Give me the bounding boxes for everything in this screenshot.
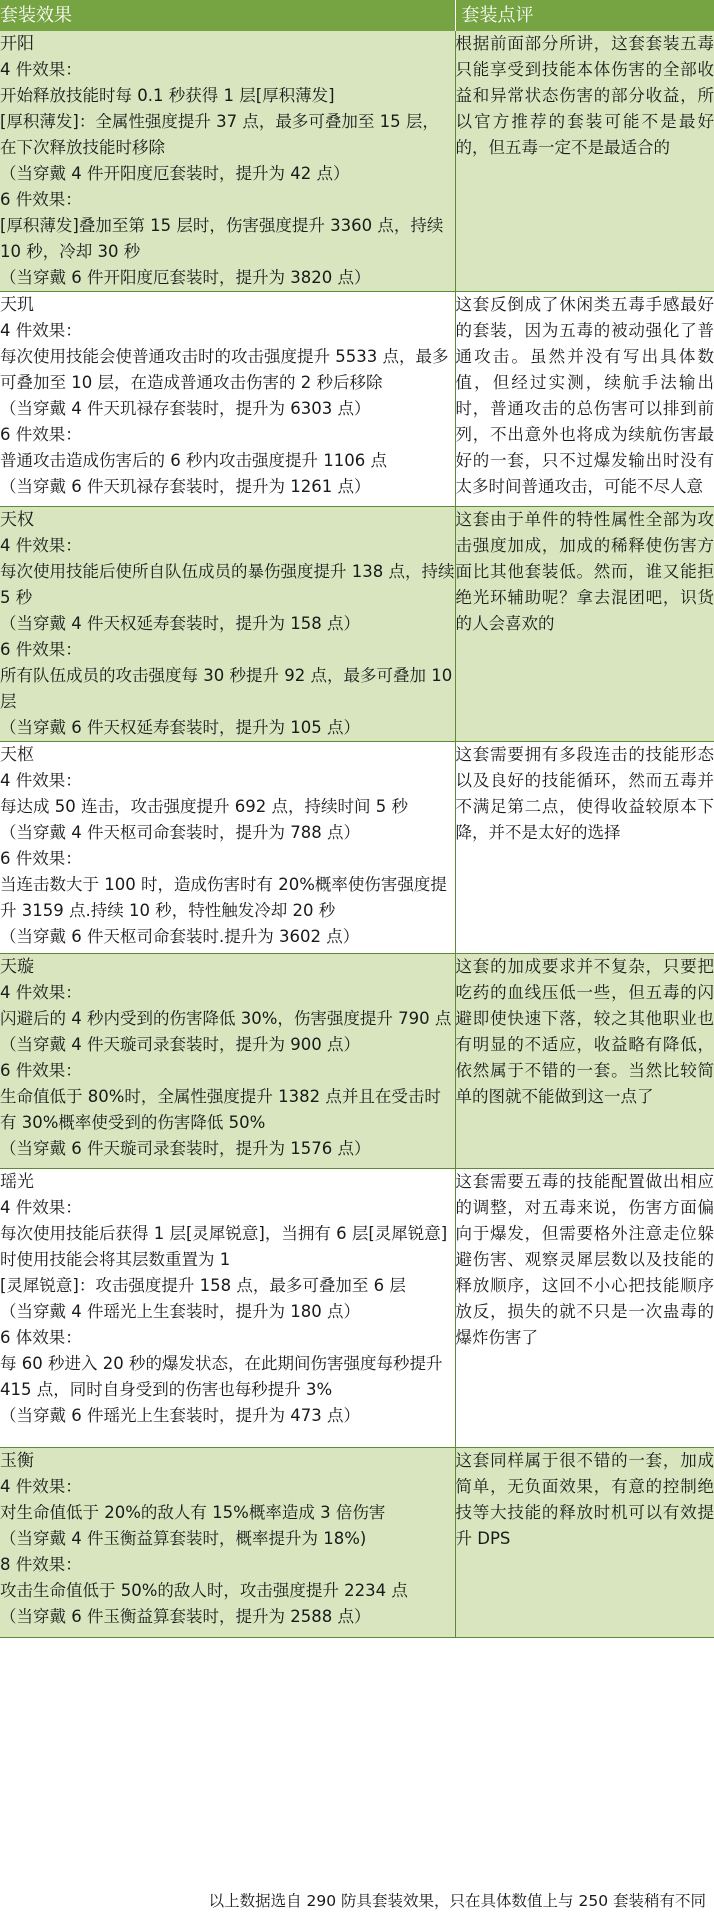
effect-line: （当穿戴 6 件玉衡益算套装时，提升为 2588 点）	[0, 1607, 371, 1626]
effect-line: （当穿戴 4 件天权延寿套装时，提升为 158 点）	[0, 614, 360, 633]
table-body	[0, 31, 714, 1638]
effect-line: 攻击生命值低于 50%的敌人时，攻击强度提升 2234 点	[0, 1581, 408, 1600]
effect-line: 4 件效果：	[0, 771, 82, 790]
effect-line: （当穿戴 6 件天玑禄存套装时，提升为 1261 点）	[0, 477, 371, 496]
review-text: 这套需要五毒的技能配置做出相应的调整，对五毒来说，伤害方面偏向于爆发，但需要格外注意走位躲避伤害、观察灵犀层数以及技能的释放顺序，这回不小心把技能顺序放反，损失的就不只是一次蛊毒的爆炸伤害了	[455, 1172, 714, 1347]
effect-line: （当穿戴 4 件天璇司录套装时，提升为 900 点）	[0, 1035, 360, 1054]
effect-line: [灵犀锐意]：攻击强度提升 158 点，最多可叠加至 6 层	[0, 1276, 406, 1295]
effect-line: 对生命值低于 20%的敌人有 15%概率造成 3 倍伤害	[0, 1503, 386, 1522]
effect-line: （当穿戴 4 件瑶光上生套装时，提升为 180 点）	[0, 1302, 360, 1321]
effect-line: （当穿戴 6 件天枢司命套装时.提升为 3602 点）	[0, 927, 360, 946]
effect-line: （当穿戴 6 件瑶光上生套装时，提升为 473 点）	[0, 1406, 360, 1425]
effect-line: 4 件效果：	[0, 1198, 82, 1217]
effect-line: [厚积薄发]：全属性强度提升 37 点，最多可叠加至 15 层，在下次释放技能时移除	[0, 112, 439, 157]
set-review-cell	[455, 954, 714, 1169]
effect-line: 当连击数大于 100 时，造成伤害时有 20%概率使伤害强度提升 3159 点.持续 10 秒，特性触发冷却 20 秒	[0, 875, 447, 920]
effect-line: 每次使用技能会使普通攻击时的攻击强度提升 5533 点，最多可叠加至 10 层，在造成普通攻击伤害的 2 秒后移除	[0, 347, 449, 392]
effect-line: 6 件效果：	[0, 190, 82, 209]
set-name: 天权	[0, 510, 34, 530]
set-name: 开阳	[0, 34, 34, 54]
effect-line: （当穿戴 4 件天玑禄存套装时，提升为 6303 点）	[0, 399, 371, 418]
effect-line: （当穿戴 4 件天枢司命套装时，提升为 788 点）	[0, 823, 360, 842]
set-effect-cell	[0, 31, 455, 292]
effect-line: （当穿戴 4 件玉衡益算套装时，概率提升为 18%)	[0, 1529, 367, 1548]
set-review-cell	[455, 31, 714, 292]
review-text: 这套同样属于很不错的一套，加成简单，无负面效果，有意的控制绝技等大技能的释放时机可以有效提升 DPS	[455, 1451, 714, 1548]
set-effect-cell	[0, 507, 455, 742]
effect-line: 4 件效果：	[0, 321, 82, 340]
effect-line: 6 件效果：	[0, 640, 82, 659]
effect-line: 闪避后的 4 秒内受到的伤害降低 30%，伤害强度提升 790 点	[0, 1009, 452, 1028]
set-effect-cell	[0, 1169, 455, 1448]
effect-line: 4 件效果：	[0, 60, 82, 79]
set-review-cell	[455, 1169, 714, 1448]
review-text: 这套的加成要求并不复杂，只要把吃药的血线压低一些，但五毒的闪避即使快速下落，较之其他职业也有明显的不适应，收益略有降低，依然属于不错的一套。当然比较简单的图就不能做到这一点了	[455, 957, 714, 1106]
table-row	[0, 507, 714, 742]
set-name: 玉衡	[0, 1451, 34, 1471]
effect-line: 每次使用技能后使所自队伍成员的暴伤强度提升 138 点，持续 5 秒	[0, 562, 455, 607]
effect-line: 每 60 秒进入 20 秒的爆发状态，在此期间伤害强度每秒提升 415 点，同时自身受到的伤害也每秒提升 3%	[0, 1354, 443, 1399]
set-effect-cell	[0, 742, 455, 954]
effect-line: （当穿戴 4 件开阳度厄套装时，提升为 42 点）	[0, 164, 350, 183]
effect-line: 4 件效果：	[0, 983, 82, 1002]
effect-line: 开始释放技能时每 0.1 秒获得 1 层[厚积薄发]	[0, 86, 335, 105]
set-review-cell	[455, 742, 714, 954]
effect-line: （当穿戴 6 件天权延寿套装时，提升为 105 点）	[0, 718, 360, 737]
review-text: 根据前面部分所讲，这套套装五毒只能享受到技能本体伤害的全部收益和异常状态伤害的部分收益，所以官方推荐的套装可能不是最好的，但五毒一定不是最适合的	[455, 34, 714, 157]
set-effect-cell	[0, 292, 455, 507]
effect-line: 4 件效果：	[0, 1477, 82, 1496]
table-header-row	[0, 0, 714, 31]
effect-line: 6 件效果：	[0, 425, 82, 444]
set-name: 天玑	[0, 295, 34, 315]
effect-line: 每达成 50 连击，攻击强度提升 692 点，持续时间 5 秒	[0, 797, 408, 816]
effect-line: 生命值低于 80%时，全属性强度提升 1382 点并且在受击时有 30%概率使受到的伤害降低 50%	[0, 1087, 441, 1132]
table-row	[0, 742, 714, 954]
set-review-cell	[455, 507, 714, 742]
set-effect-cell	[0, 954, 455, 1169]
effect-line: （当穿戴 6 件天璇司录套装时，提升为 1576 点）	[0, 1139, 371, 1158]
set-effect-cell	[0, 1448, 455, 1638]
header-review: 套装点评	[455, 0, 714, 31]
set-name: 瑶光	[0, 1172, 34, 1192]
effect-line: （当穿戴 6 件开阳度厄套装时，提升为 3820 点）	[0, 268, 371, 287]
effect-line: [厚积薄发]叠加至第 15 层时，伤害强度提升 3360 点，持续 10 秒，冷却 30 秒	[0, 216, 444, 261]
header-effect: 套装效果	[0, 0, 455, 31]
effect-line: 普通攻击造成伤害后的 6 秒内攻击强度提升 1106 点	[0, 451, 387, 470]
review-text: 这套需要拥有多段连击的技能形态以及良好的技能循环，然而五毒并不满足第二点，使得收益较原本下降，并不是太好的选择	[455, 745, 714, 842]
table-row	[0, 31, 714, 292]
set-review-cell	[455, 292, 714, 507]
set-name: 天枢	[0, 745, 34, 765]
footer-note: 以上数据选自 290 防具套装效果，只在具体数值上与 250 套装稍有不同	[208, 1892, 706, 1910]
table-row	[0, 954, 714, 1169]
set-name: 天璇	[0, 957, 34, 977]
effect-line: 每次使用技能后获得 1 层[灵犀锐意]，当拥有 6 层[灵犀锐意]时使用技能会将其层数重置为 1	[0, 1224, 448, 1269]
effect-line: 6 件效果：	[0, 1061, 82, 1080]
review-text: 这套由于单件的特性属性全部为攻击强度加成，加成的稀释使伤害方面比其他套装低。然而，谁又能拒绝光环辅助呢？拿去混团吧，识货的人会喜欢的	[455, 510, 714, 633]
effect-line: 6 体效果：	[0, 1328, 82, 1347]
effect-line: 4 件效果：	[0, 536, 82, 555]
table-row	[0, 1169, 714, 1448]
effect-line: 8 件效果：	[0, 1555, 82, 1574]
effect-line: 所有队伍成员的攻击强度每 30 秒提升 92 点，最多可叠加 10 层	[0, 666, 453, 711]
table-row	[0, 292, 714, 507]
review-text: 这套反倒成了休闲类五毒手感最好的套装，因为五毒的被动强化了普通攻击。虽然并没有写出具体数值，但经过实测，续航手法输出时，普通攻击的总伤害可以排到前列，不出意外也将成为续航伤害最好的一套，只不过爆发输出时没有太多时间普通攻击，可能不尽人意	[455, 295, 714, 496]
effect-line: 6 件效果：	[0, 849, 82, 868]
table-row	[0, 1448, 714, 1638]
set-review-cell	[455, 1448, 714, 1638]
